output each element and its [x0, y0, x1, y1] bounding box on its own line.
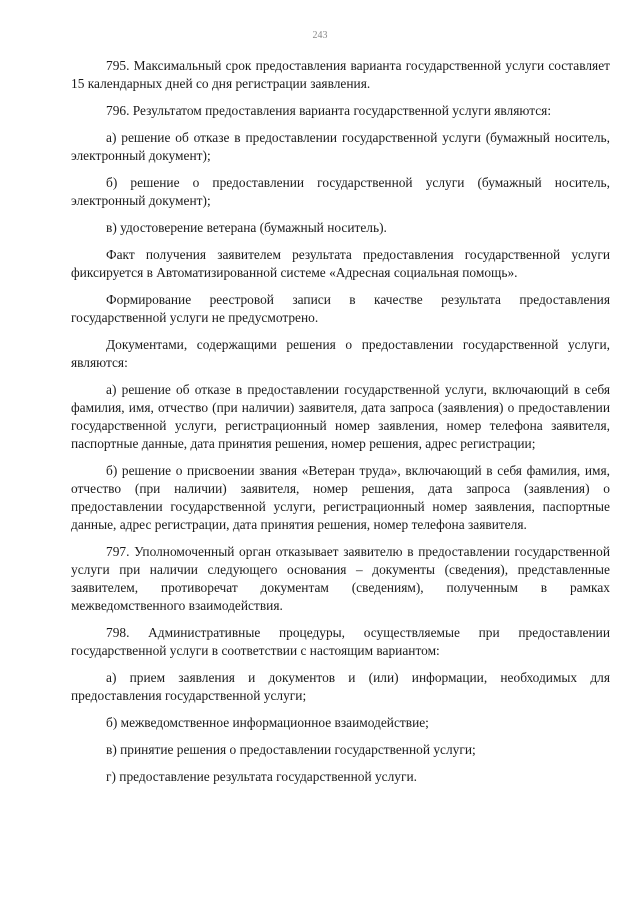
paragraph-795: 795. Максимальный срок предоставления варианта государственной услуги составляет 15 календарных дней со дня регистрации заявления. [71, 58, 610, 91]
paragraph-registry-record: Формирование реестровой записи в качестве результата предоставления государственной услуги не предусмотрено. [71, 292, 610, 325]
list-item-796-v: в) удостоверение ветерана (бумажный носитель). [106, 220, 387, 235]
list-item-798-g: г) предоставление результата государственной услуги. [106, 769, 417, 784]
list-item-798-a: а) прием заявления и документов и (или) информации, необходимых для предоставления государственной услуги; [71, 670, 610, 703]
list-item-796-b: б) решение о предоставлении государственной услуги (бумажный носитель, электронный документ); [71, 175, 610, 208]
list-item-798-b: б) межведомственное информационное взаимодействие; [106, 715, 429, 730]
list-item-documents-b: б) решение о присвоении звания «Ветеран труда», включающий в себя фамилия, имя, отчество (при наличии) заявителя, номер решения, дата запроса (заявления) о предоставлении государственной услуги, регистрационный номер заявления, паспортные данные, адрес регистрации, дата принятия решения, номер телефона заявителя. [71, 463, 610, 532]
paragraph-documents: Документами, содержащими решения о предоставлении государственной услуги, являются: [71, 337, 610, 370]
list-item-documents-a: а) решение об отказе в предоставлении государственной услуги, включающий в себя фамилия, имя, отчество (при наличии) заявителя, дата запроса (заявления) о предоставлении государственной услуги, регистрационный номер заявления, номер телефона заявителя, паспортные данные, дата принятия решения, номер решения, адрес регистрации; [71, 382, 610, 451]
page-number: 243 [312, 30, 328, 41]
paragraph-result-fact: Факт получения заявителем результата предоставления государственной услуги фиксируется в Автоматизированной системе «Адресная социальная помощь». [71, 247, 610, 280]
list-item-796-a: а) решение об отказе в предоставлении государственной услуги (бумажный носитель, электронный документ); [71, 130, 610, 163]
paragraph-796: 796. Результатом предоставления варианта государственной услуги являются: [106, 103, 552, 118]
document-body [71, 57, 610, 795]
paragraph-797: 797. Уполномоченный орган отказывает заявителю в предоставлении государственной услуги при наличии следующего основания – документы (сведения), представленные заявителем, противоречат документам (сведениям), полученным в рамках межведомственного взаимодействия. [71, 544, 610, 613]
paragraph-798: 798. Административные процедуры, осуществляемые при предоставлении государственной услуги в соответствии с настоящим вариантом: [71, 625, 610, 658]
list-item-798-v: в) принятие решения о предоставлении государственной услуги; [106, 742, 476, 757]
